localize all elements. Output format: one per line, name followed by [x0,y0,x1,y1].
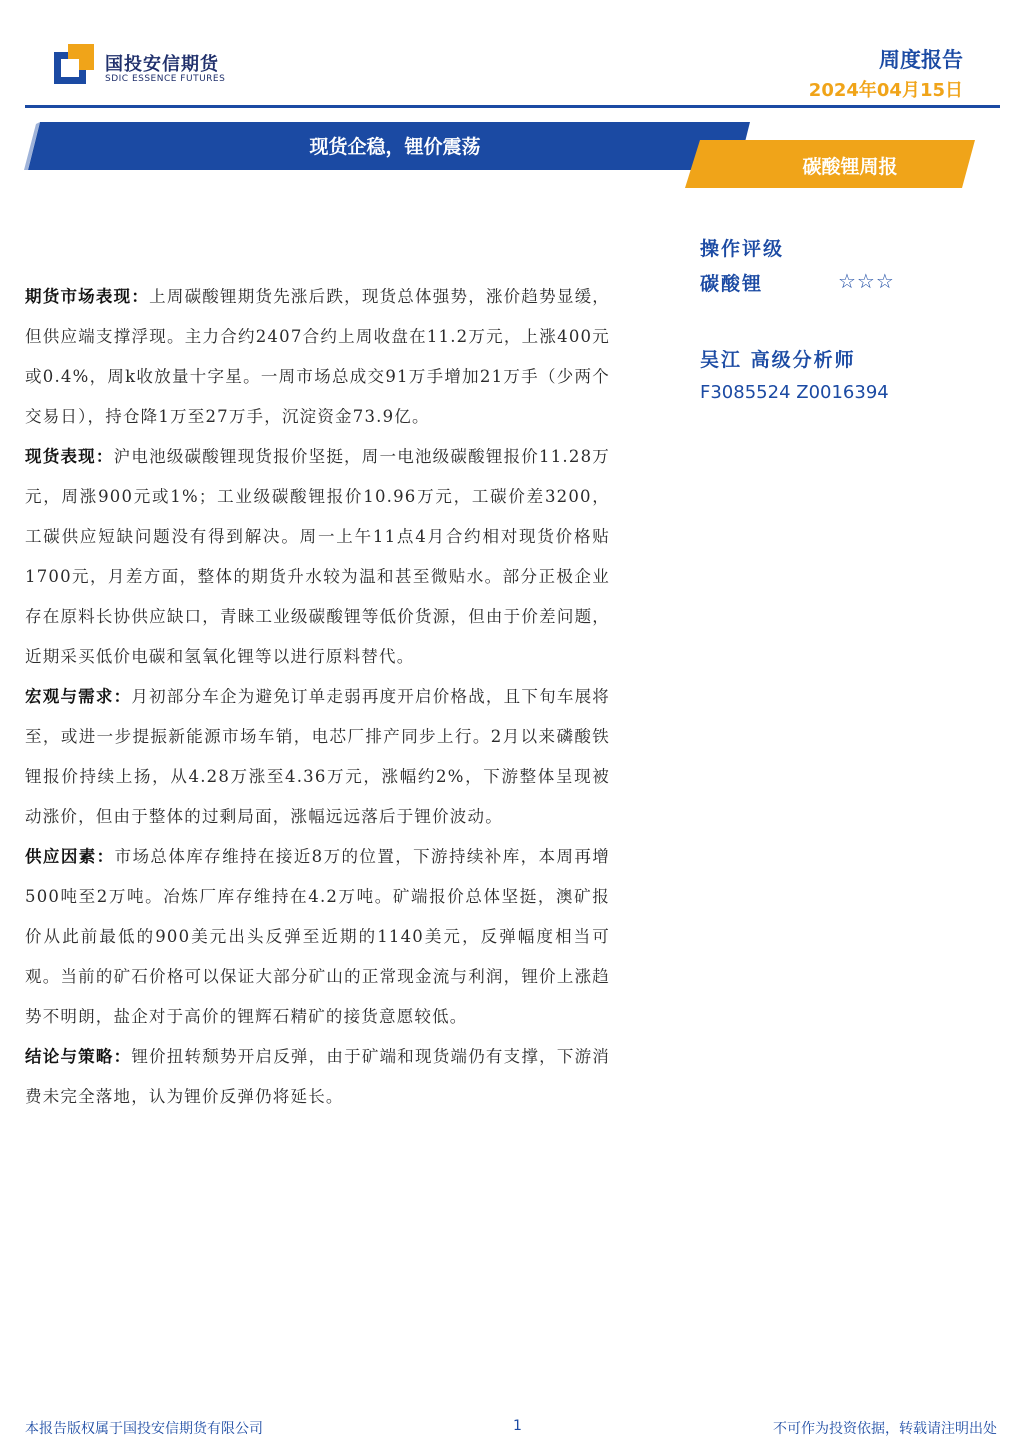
footer-disclaimer: 不可作为投资依据，转载请注明出处 [773,1421,997,1437]
report-title: 现货企稳，锂价震荡 [309,136,481,158]
company-logo-icon [54,44,94,84]
section-label: 现货表现 [25,447,96,466]
header-divider [25,105,1000,108]
section-text: 月初部分车企为避免订单走弱再度开启价格战，且下旬车展将至，或进一步提振新能源市场车销，电芯厂排产同步上行。2月以来磷酸铁锂报价持续上扬，从4.28万涨至4.36万元，涨幅约2%，下游整体呈现被动涨价，但由于整体的过剩局面，涨幅远远落后于锂价波动。 [25,687,610,826]
section-text: 上周碳酸锂期货先涨后跌，现货总体强势，涨价趋势显缓，但供应端支撑浮现。主力合约2407合约上周收盘在11.2万元，上涨400元或0.4%，周k收放量十字星。一周市场总成交91万手增加21万手（少两个交易日），持仓降1万至27万手，沉淀资金73.9亿。 [25,287,611,426]
section-label: 宏观与需求 [25,687,114,706]
section-spot: 现货表现：沪电池级碳酸锂现货报价坚挺，周一电池级碳酸锂报价11.28万元，周涨900元或1%；工业级碳酸锂报价10.96万元，工碳价差3200，工碳供应短缺问题没有得到解决。周一上午11点4月合约相对现货价格贴1700元，月差方面，整体的期货升水较为温和甚至微贴水。部分正极企业存在原料长协供应缺口，青睐工业级碳酸锂等低价货源，但由于价差问题，近期采买低价电碳和氢氧化锂等以进行原料替代。 [25,447,610,666]
section-label: 期货市场表现 [25,287,132,306]
report-date: 2024年04月15日 [808,80,963,101]
section-supply: 供应因素：市场总体库存维持在接近8万的位置，下游持续补库，本周再增500吨至2万吨。冶炼厂库存维持在4.2万吨。矿端报价总体坚挺，澳矿报价从此前最低的900美元出头反弹至近期的1140美元，反弹幅度相当可观。当前的矿石价格可以保证大部分矿山的正常现金流与利润，锂价上涨趋势不明朗，盐企对于高价的锂辉石精矿的接货意愿较低。 [25,847,610,1026]
company-name-en: SDIC ESSENCE FUTURES [105,74,226,84]
rating-title: 操作评级 [700,238,785,260]
company-name-cn: 国投安信期货 [105,54,219,75]
section-futures: 期货市场表现：上周碳酸锂期货先涨后跌，现货总体强势，涨价趋势显缓，但供应端支撑浮现。主力合约2407合约上周收盘在11.2万元，上涨400元或0.4%，周k收放量十字星。一周市场总成交91万手增加21万手（少两个交易日），持仓降1万至27万手，沉淀资金73.9亿。 [25,287,611,426]
report-body [25,277,610,1117]
section-label: 供应因素 [25,847,97,866]
rating-stars-icon: ☆☆☆ [838,269,895,293]
analyst-license: F3085524 Z0016394 [700,382,889,403]
rating-item: 碳酸锂 [700,273,764,295]
section-text: 沪电池级碳酸锂现货报价坚挺，周一电池级碳酸锂报价11.28万元，周涨900元或1%；工业级碳酸锂报价10.96万元，工碳价差3200，工碳供应短缺问题没有得到解决。周一上午11点4月合约相对现货价格贴1700元，月差方面，整体的期货升水较为温和甚至微贴水。部分正极企业存在原料长协供应缺口，青睐工业级碳酸锂等低价货源，但由于价差问题，近期采买低价电碳和氢氧化锂等以进行原料替代。 [25,447,610,666]
section-text: 市场总体库存维持在接近8万的位置，下游持续补库，本周再增500吨至2万吨。冶炼厂库存维持在4.2万吨。矿端报价总体坚挺，澳矿报价从此前最低的900美元出头反弹至近期的1140美元，反弹幅度相当可观。当前的矿石价格可以保证大部分矿山的正常现金流与利润，锂价上涨趋势不明朗，盐企对于高价的锂辉石精矿的接货意愿较低。 [25,847,610,1026]
section-label: 结论与策略 [25,1047,114,1066]
section-text: 锂价扭转颓势开启反弹，由于矿端和现货端仍有支撑，下游消费未完全落地，认为锂价反弹仍将延长。 [25,1047,610,1106]
report-type: 周度报告 [879,48,963,72]
sidebar [700,234,1000,403]
page-number: 1 [513,1418,522,1434]
section-macro-demand: 宏观与需求：月初部分车企为避免订单走弱再度开启价格战，且下旬车展将至，或进一步提振新能源市场车销，电芯厂排产同步上行。2月以来磷酸铁锂报价持续上扬，从4.28万涨至4.36万元，涨幅约2%，下游整体呈现被动涨价，但由于整体的过剩局面，涨幅远远落后于锂价波动。 [25,687,610,826]
report-subtitle: 碳酸锂周报 [802,156,898,178]
section-conclusion: 结论与策略：锂价扭转颓势开启反弹，由于矿端和现货端仍有支撑，下游消费未完全落地，认为锂价反弹仍将延长。 [25,1047,610,1106]
analyst-name: 吴江 高级分析师 [700,349,856,371]
footer-copyright: 本报告版权属于国投安信期货有限公司 [25,1421,263,1437]
rating-row [700,269,1000,297]
